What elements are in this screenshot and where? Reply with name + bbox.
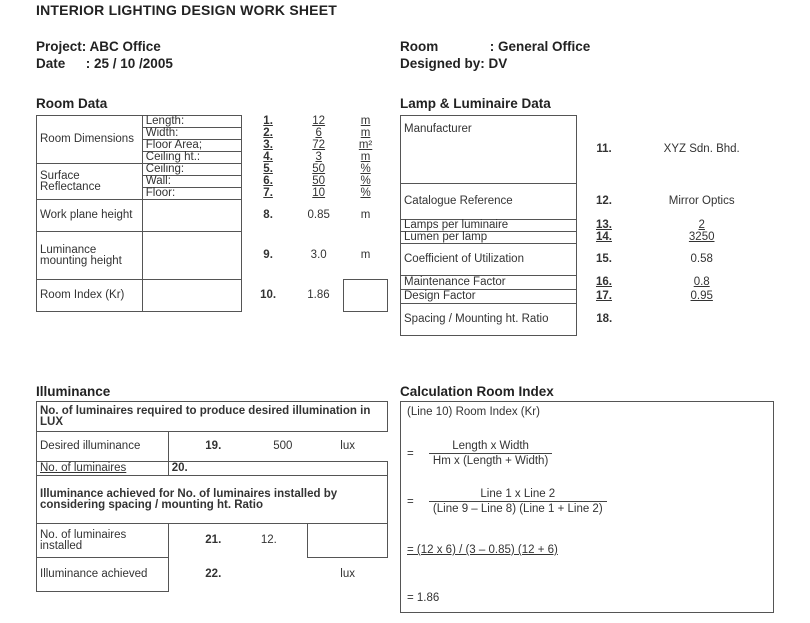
fraction-1-top: Length x Width [429,440,552,454]
line-18: 18. [596,313,613,325]
lamps-value: 2 [698,219,705,231]
line-9: 9. [263,249,273,261]
installed-label: No. of luminaires installed [37,524,169,558]
calc-heading: Calculation Room Index [400,384,554,399]
achieved-value [258,558,308,592]
ceiling-ht-value: 3 [315,151,322,163]
room-index-label: Room Index (Kr) [37,280,143,312]
page-title: INTERIOR LIGHTING DESIGN WORK SHEET [36,2,338,18]
calc-box [400,401,774,613]
catalogue-value: Mirror Optics [668,195,735,207]
width-label: Width: [142,128,242,140]
wall-label: Wall: [142,176,242,188]
surface-reflectance-label: Surface Reflectance [37,164,143,200]
designed-value: DV [488,56,508,71]
project-line [36,38,161,55]
fraction-2 [429,488,607,515]
line-5: 5. [263,163,273,175]
area-unit: m² [358,139,373,151]
line-21: 21. [205,534,222,547]
line-2: 2. [263,127,273,139]
room-index-value: 1.86 [307,289,330,301]
room-data-table [36,115,388,312]
mounting-value: 3.0 [310,249,327,261]
cu-label: Coefficient of Utilization [401,244,577,276]
mounting-blank [142,232,242,280]
line-3: 3. [263,139,273,151]
fraction-2-top: Line 1 x Line 2 [429,488,607,502]
room-line [400,38,590,55]
spacing-value [632,304,772,336]
achieved-label: Illuminance achieved [37,558,169,592]
installed-value: 12. [260,534,277,547]
achieved-unit: lux [340,568,355,581]
ceiling-ht-label: Ceiling ht.: [142,152,242,164]
designed-line [400,55,507,72]
floor-unit: % [360,187,371,199]
df-value: 0.95 [690,290,713,302]
area-value: 72 [312,139,326,151]
project-label: Project: [36,39,87,54]
date-value: : 25 / 10 /2005 [85,56,173,71]
line-12: 12. [595,195,612,207]
lumen-value: 3250 [688,231,715,243]
room-value: : General Office [489,39,591,54]
line-14: 14. [595,231,612,243]
work-plane-blank [142,200,242,232]
illuminance-heading: Illuminance [36,384,111,399]
work-plane-value: 0.85 [307,209,330,221]
desired-label: Desired illuminance [37,432,169,462]
mf-label: Maintenance Factor [401,276,577,290]
catalogue-label: Catalogue Reference [401,184,577,220]
project-value: ABC Office [89,39,161,54]
line-10: 10. [260,289,277,301]
room-label: Room [400,39,439,54]
mounting-label: Luminance mounting height [37,232,143,280]
line-11: 11. [596,143,612,155]
line-6: 6. [263,175,273,187]
floor-value: 10 [312,187,326,199]
line-16: 16. [595,276,612,288]
area-label: Floor Area; [142,140,242,152]
wall-value: 50 [312,175,326,187]
line-15: 15. [595,253,612,265]
line-13: 13. [595,219,612,231]
length-unit: m [360,115,371,127]
mf-value: 0.8 [693,276,710,288]
equals-sign: = [407,447,414,460]
ceiling-ht-unit: m [360,151,371,163]
room-index-unit-blank [344,280,388,312]
line-20: 20. [168,462,387,476]
illuminance-table [36,401,388,592]
length-label: Length: [142,116,242,128]
floor-label: Floor: [142,188,242,200]
room-dimensions-label: Room Dimensions [37,116,143,164]
line-4: 4. [263,151,273,163]
installed-blank [308,524,388,558]
lumen-label: Lumen per lamp [401,232,577,244]
manufacturer-label: Manufacturer [401,116,577,184]
date-label: Date [36,56,66,71]
ceiling-unit: % [360,163,371,175]
line-1: 1. [263,115,273,127]
illuminance-sub1: No. of luminaires required to produce desired illumination in LUX [37,402,388,432]
mounting-unit: m [360,248,371,261]
desired-unit: lux [340,440,355,452]
length-value: 12 [312,115,326,127]
calc-step2 [407,488,607,515]
calc-result: = 1.86 [407,592,440,604]
calc-step3: = (12 x 6) / (3 – 0.85) (12 + 6) [407,544,558,556]
fraction-1 [429,440,552,467]
designed-label: Designed by: [400,56,485,71]
lamps-label: Lamps per luminaire [401,220,577,232]
width-value: 6 [315,127,322,139]
ceiling-label: Ceiling: [142,164,242,176]
fraction-2-bottom: (Line 9 – Line 8) (Line 1 + Line 2) [432,503,603,515]
line-17: 17. [595,290,612,302]
fraction-1-bottom: Hm x (Length + Width) [432,455,549,467]
cu-value: 0.58 [690,253,713,265]
room-data-heading: Room Data [36,96,108,111]
calc-step1 [407,440,552,467]
desired-value: 500 [273,440,293,452]
width-unit: m [360,127,371,139]
manufacturer-value: XYZ Sdn. Bhd. [663,143,740,155]
ceiling-value: 50 [312,163,326,175]
date-line [36,55,173,72]
wall-unit: % [360,175,371,187]
line-19: 19. [205,440,222,452]
line-22: 22. [205,568,222,580]
equals-sign: = [407,495,414,508]
lamp-data-table [400,115,772,336]
no-lum-label: No. of luminaires [37,462,169,476]
room-index-blank [142,280,242,312]
lamp-data-heading: Lamp & Luminaire Data [400,96,551,111]
illuminance-sub2: Illuminance achieved for No. of luminaires installed by considering spacing / mounting ht. Ratio [37,476,388,524]
work-plane-unit: m [360,209,371,221]
calc-line1: (Line 10) Room Index (Kr) [407,406,540,418]
df-label: Design Factor [401,290,577,304]
spacing-label: Spacing / Mounting ht. Ratio [401,304,577,336]
line-8: 8. [263,209,273,221]
line-7: 7. [263,187,273,199]
work-plane-label: Work plane height [37,200,143,232]
